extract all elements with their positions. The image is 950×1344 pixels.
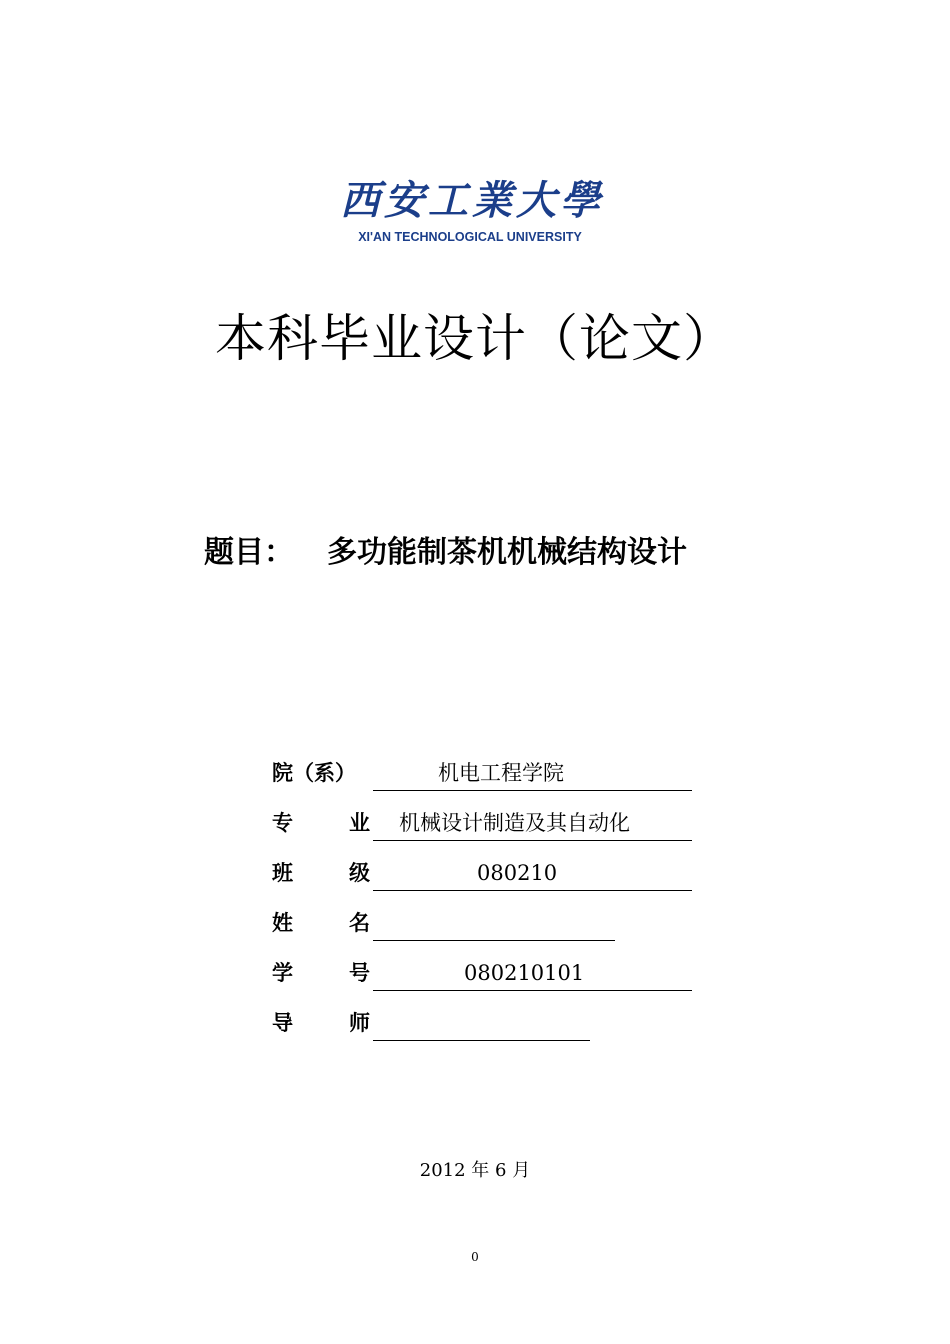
page-number: 0: [471, 1250, 479, 1264]
info-row-department: [272, 750, 712, 800]
field-label-class: 班 级: [272, 861, 370, 885]
info-row-class: [272, 850, 712, 900]
field-value-student-id: 080210101: [373, 956, 692, 991]
field-label-major: 专 业: [272, 811, 370, 835]
field-value-department: 机电工程学院: [373, 756, 692, 791]
field-label-student-id: 学 号: [272, 961, 370, 985]
university-logo-chinese: 西安工業大學: [340, 177, 604, 224]
field-value-class: 080210: [373, 856, 692, 891]
university-logo-english: XI'AN TECHNOLOGICAL UNIVERSITY: [358, 230, 582, 244]
student-info-block: [272, 750, 712, 1050]
submission-date: 2012 年 6 月: [419, 1160, 531, 1181]
field-value-major: 机械设计制造及其自动化: [373, 806, 692, 841]
info-row-major: [272, 800, 712, 850]
thesis-topic: [204, 531, 687, 575]
info-row-name: [272, 900, 712, 950]
university-logo: [330, 176, 610, 248]
info-row-advisor: [272, 1000, 712, 1050]
field-value-advisor: [373, 1006, 590, 1041]
field-label-department: 院（系）: [272, 761, 356, 785]
topic-label: 题目：: [204, 535, 294, 570]
topic-value: 多功能制茶机机械结构设计: [327, 535, 687, 570]
document-title: 本科毕业设计（论文）: [214, 310, 735, 369]
field-label-advisor: 导 师: [272, 1011, 370, 1035]
info-row-student-id: [272, 950, 712, 1000]
field-label-name: 姓 名: [272, 911, 370, 935]
field-value-name: [373, 906, 615, 941]
